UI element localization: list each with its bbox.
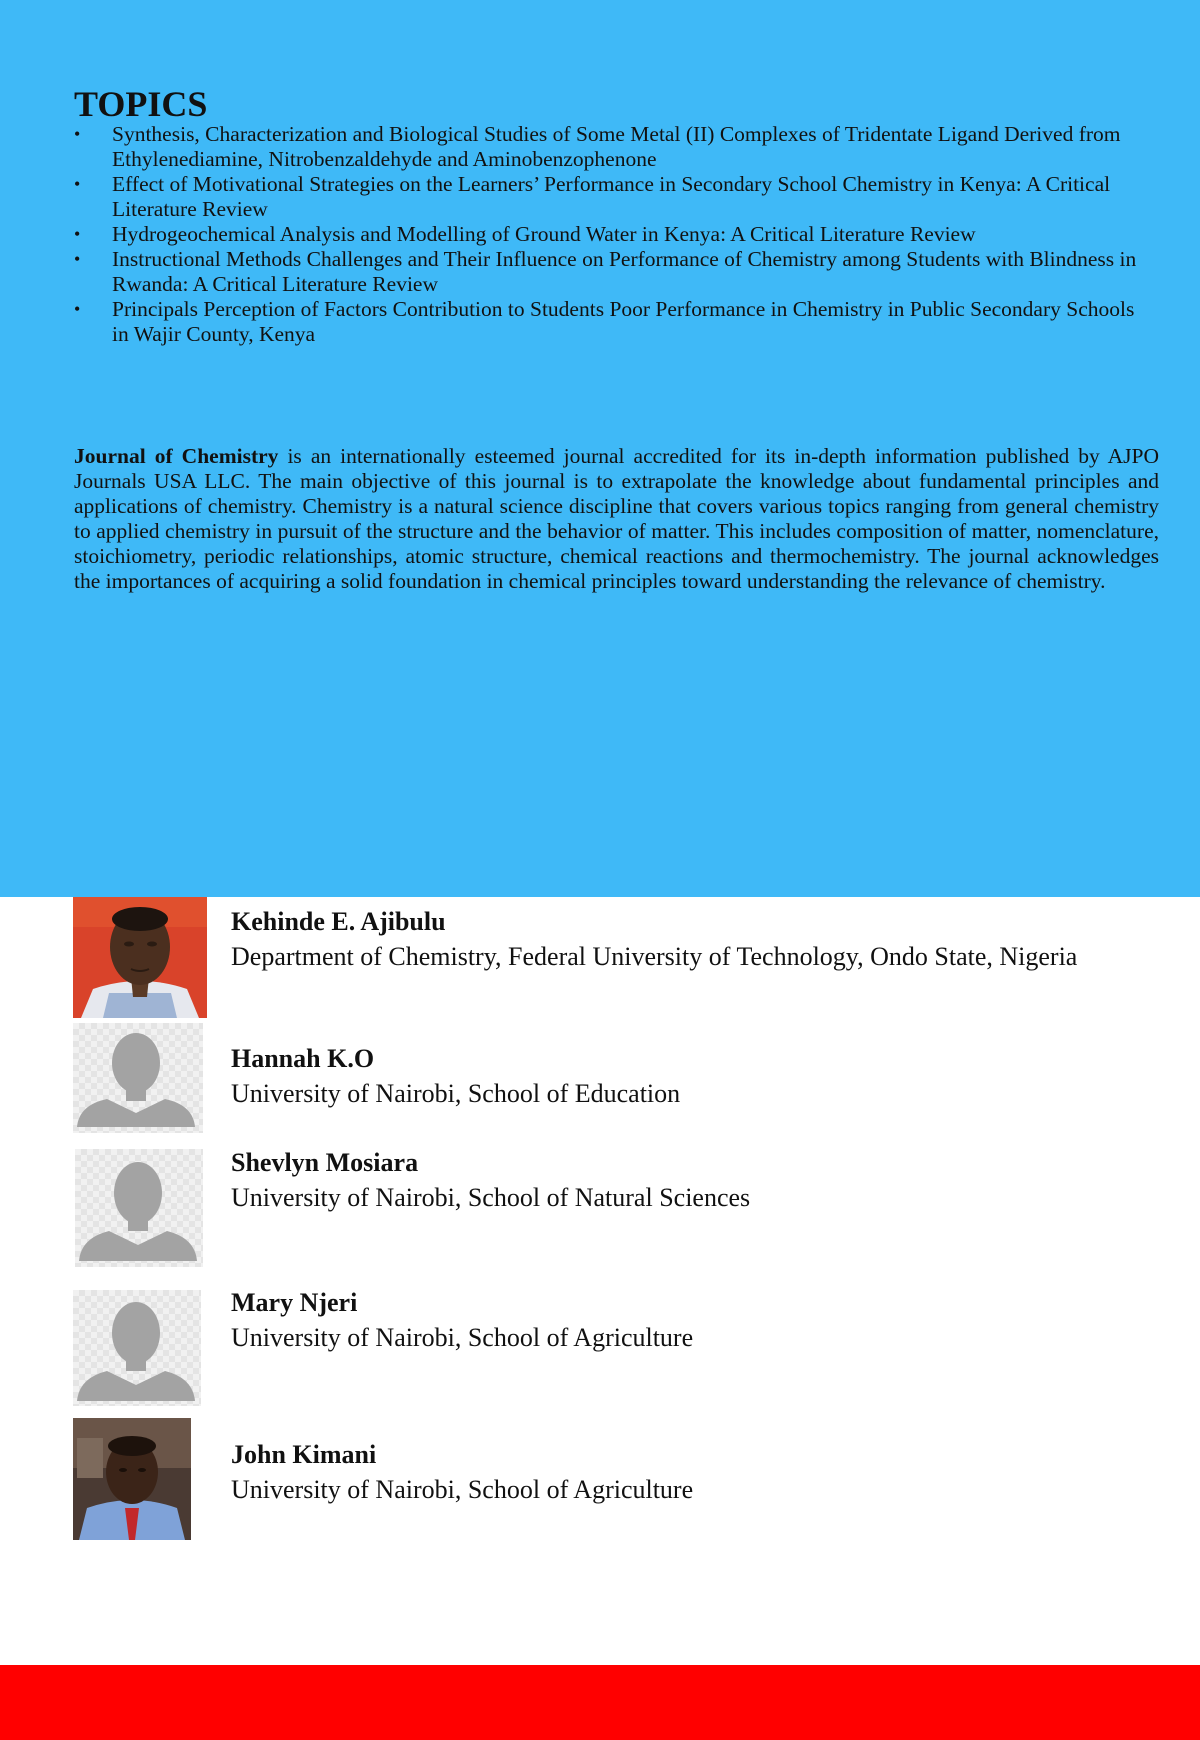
portrait-photo-icon — [73, 1418, 191, 1540]
author-photo — [73, 897, 207, 1018]
avatar-placeholder-icon — [75, 1149, 203, 1267]
author-name: Kehinde E. Ajibulu — [231, 907, 446, 936]
topic-title: Synthesis, Characterization and Biological Studies of Some Metal (II) Complexes of Tridentate Ligand Derived from Ethylenediamine, Nitrobenzaldehyde and Aminobenzophenone — [112, 122, 1121, 171]
bullet-icon: • — [74, 174, 81, 194]
author-affiliation: University of Nairobi, School of Agriculture — [231, 1323, 694, 1352]
topic-title: Principals Perception of Factors Contribution to Students Poor Performance in Chemistry in Public Secondary Schools in Wajir County, Kenya — [112, 297, 1135, 346]
portrait-photo-icon — [73, 897, 207, 1018]
list-item — [74, 297, 1149, 347]
list-item — [74, 247, 1149, 297]
author-name: Hannah K.O — [231, 1044, 375, 1073]
author-affiliation: Department of Chemistry, Federal University of Technology, Ondo State, Nigeria — [231, 942, 1078, 971]
author-photo — [73, 1290, 201, 1406]
topics-list — [74, 122, 1149, 347]
list-item — [74, 222, 1149, 247]
author-affiliation: University of Nairobi, School of Agriculture — [231, 1475, 694, 1504]
topic-title: Hydrogeochemical Analysis and Modelling of Ground Water in Kenya: A Critical Literature Review — [112, 222, 976, 246]
avatar-placeholder-icon — [73, 1290, 201, 1406]
list-item — [74, 122, 1149, 172]
topic-title: Instructional Methods Challenges and Their Influence on Performance of Chemistry among Students with Blindness in Rwanda: A Critical Literature Review — [112, 247, 1137, 296]
author-name: Shevlyn Mosiara — [231, 1148, 419, 1177]
journal-description — [74, 444, 1159, 594]
bullet-icon: • — [74, 249, 81, 269]
list-item — [74, 172, 1149, 222]
footer-bar — [0, 1665, 1200, 1740]
author-affiliation: University of Nairobi, School of Natural Sciences — [231, 1183, 751, 1212]
topic-title: Effect of Motivational Strategies on the Learners’ Performance in Secondary School Chemistry in Kenya: A Critical Literature Review — [112, 172, 1111, 221]
author-affiliation: University of Nairobi, School of Education — [231, 1079, 681, 1108]
bullet-icon: • — [74, 124, 81, 144]
author-photo — [75, 1149, 203, 1267]
journal-name: Journal of Chemistry — [74, 444, 279, 468]
author-name: Mary Njeri — [231, 1288, 358, 1317]
author-photo — [73, 1418, 191, 1540]
avatar-placeholder-icon — [73, 1023, 203, 1133]
description-text: is an internationally esteemed journal accredited for its in-depth information published by AJPO Journals USA LLC. The main objective of this journal is to extrapolate the knowledge about fundamental principles and applications of chemistry. Chemistry is a natural science discipline that covers various topics ranging from general chemistry to applied chemistry in pursuit of the structure and the behavior of matter. This includes composition of matter, nomenclature, stoichiometry, periodic relationships, atomic structure, chemical reactions and thermochemistry. The journal acknowledges the importances of acquiring a solid foundation in chemical principles toward understanding the relevance of chemistry. — [74, 444, 1159, 593]
topics-heading: TOPICS — [74, 84, 208, 124]
author-photo — [73, 1023, 203, 1133]
bullet-icon: • — [74, 224, 81, 244]
bullet-icon: • — [74, 299, 81, 319]
author-name: John Kimani — [231, 1440, 377, 1469]
